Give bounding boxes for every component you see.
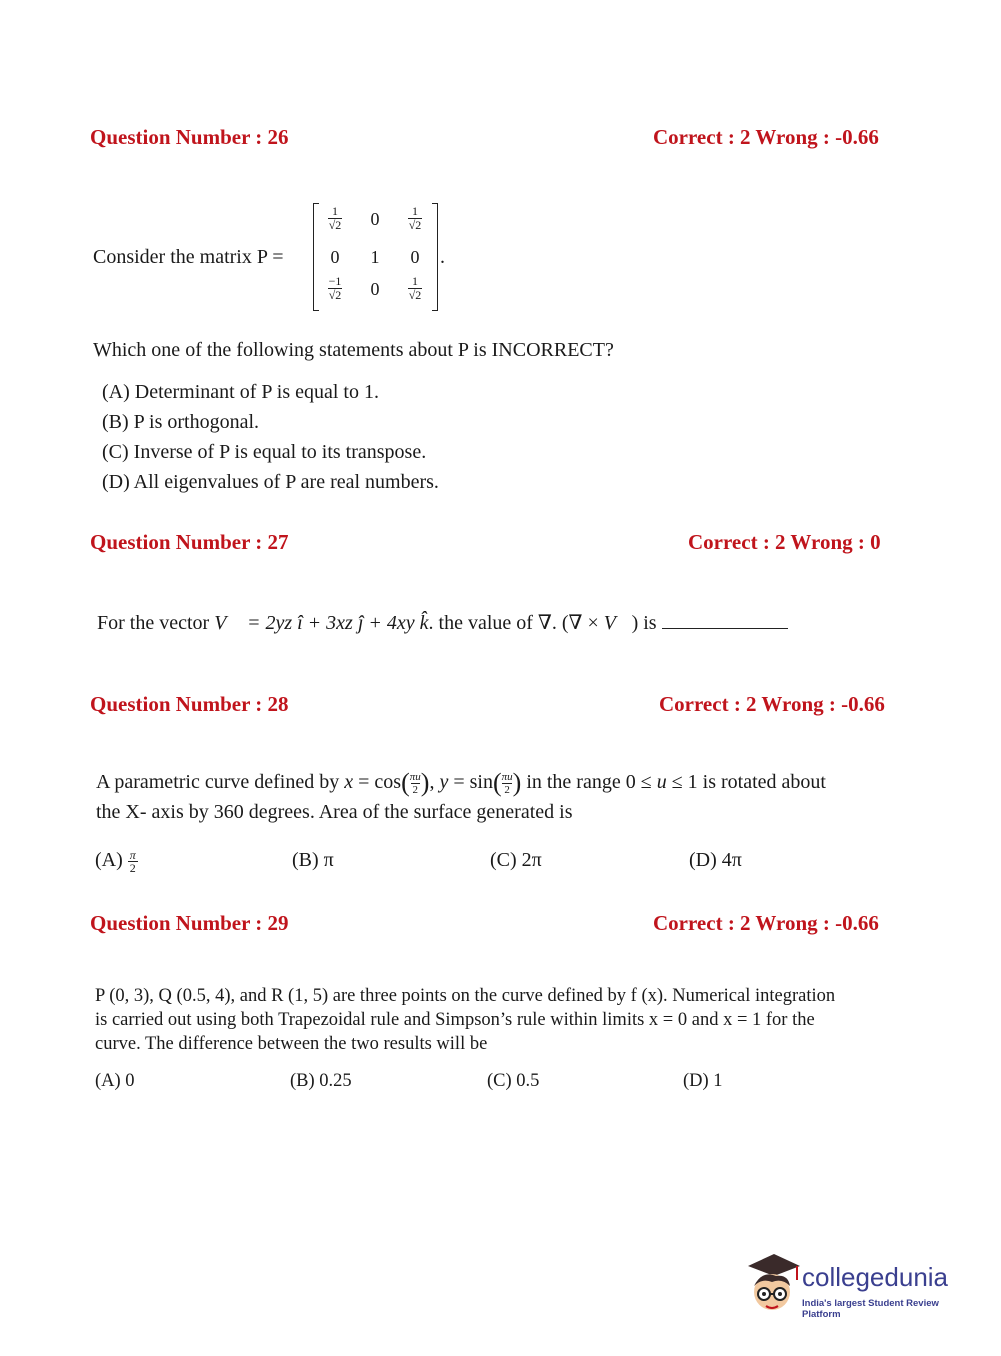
q27-answer-blank xyxy=(662,610,788,629)
q26-option-a: (A) Determinant of P is equal to 1. xyxy=(102,381,379,403)
matrix-r2c1: 0 xyxy=(330,247,340,267)
matrix-p xyxy=(313,203,438,309)
matrix-r1c1: $\frac{1}{√2}$ xyxy=(328,204,342,232)
q29-option-a: (A) 0 xyxy=(95,1071,135,1091)
matrix-r3c2: 0 xyxy=(370,279,380,299)
q29-header: Question Number : 29 xyxy=(90,911,289,935)
q29-option-d: (D) 1 xyxy=(683,1071,723,1091)
q26-option-d: (D) All eigenvalues of P are real numbers. xyxy=(102,471,439,493)
q26-option-b: (B) P is orthogonal. xyxy=(102,411,260,433)
q29-option-b: (B) 0.25 xyxy=(290,1071,352,1091)
q26-option-c: (C) Inverse of P is equal to its transpose. xyxy=(102,441,427,463)
q28-marks: Correct : 2 Wrong : -0.66 xyxy=(659,692,885,716)
matrix-r3c1: $\frac{-1}{√2}$ xyxy=(328,274,342,302)
q28-line1: A parametric curve defined by x = cos( $\frac{\pi u}{2}$ ), y = sin( $\frac{\pi u}{2}$ ) in the range 0 ≤ u ≤ 1 is rotated about xyxy=(96,768,826,797)
logo-wordmark: collegedunia xyxy=(802,1262,949,1292)
q28-option-c: (C) 2π xyxy=(490,849,542,871)
q28-line2: the X- axis by 360 degrees. Area of the surface generated is xyxy=(96,801,573,823)
matrix-r3c3: $\frac{1}{√2}$ xyxy=(408,274,422,302)
q27-marks: Correct : 2 Wrong : 0 xyxy=(688,530,881,554)
q28-option-d: (D) 4π xyxy=(689,849,742,871)
matrix-r2c3: 0 xyxy=(410,247,420,267)
q29-marks: Correct : 2 Wrong : -0.66 xyxy=(653,911,879,935)
q29-line1: P (0, 3), Q (0.5, 4), and R (1, 5) are three points on the curve defined by f (x). Numerical integration xyxy=(95,986,836,1006)
q29-line2: is carried out using both Trapezoidal rule and Simpson’s rule within limits x = 0 and x = 1 for the xyxy=(95,1010,815,1030)
logo-tagline: India's largest Student Review Platform xyxy=(802,1298,939,1320)
q26-stem-prefix: Consider the matrix P = xyxy=(93,246,284,268)
q26-marks: Correct : 2 Wrong : -0.66 xyxy=(653,125,879,149)
q28-header: Question Number : 28 xyxy=(90,692,289,716)
q27-stem: For the vector V⃗ = 2yz î + 3xz ĵ + 4xy k̂. the value of ∇. (∇ × V⃗) is xyxy=(97,610,788,635)
matrix-period: . xyxy=(440,246,445,268)
q27-header: Question Number : 27 xyxy=(90,530,289,554)
q27-div-curl-expr: ∇. (∇ × V⃗) xyxy=(537,612,639,634)
q29-line3: curve. The difference between the two results will be xyxy=(95,1034,488,1054)
q26-question: Which one of the following statements about P is INCORRECT? xyxy=(93,339,614,361)
q27-vector-expr: V⃗ = 2yz î + 3xz ĵ + 4xy k̂ xyxy=(214,612,429,634)
q26-header: Question Number : 26 xyxy=(90,125,289,149)
matrix-r1c2: 0 xyxy=(370,209,380,229)
collegedunia-logo xyxy=(742,1248,972,1328)
matrix-r2c2: 1 xyxy=(370,247,380,267)
q28-option-a: (A) $\frac{\pi}{2}$ xyxy=(95,848,136,875)
q29-option-c: (C) 0.5 xyxy=(487,1071,540,1091)
matrix-r1c3: $\frac{1}{√2}$ xyxy=(408,204,422,232)
q28-option-b: (B) π xyxy=(292,849,334,871)
mascot-icon xyxy=(742,1248,802,1318)
